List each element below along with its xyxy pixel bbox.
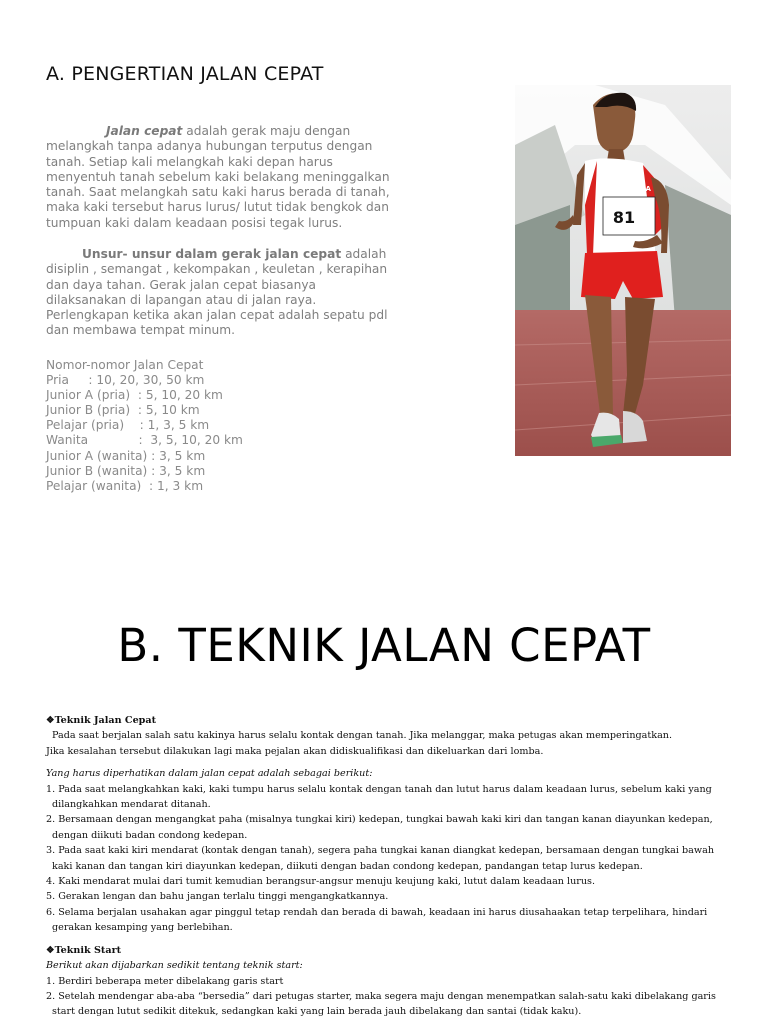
checklist-item: 3. Pada saat kaki kiri mendarat (kontak dengan tanah), segera paha tungkai kanan diangkat kedepan, bersamaan dengan tungkai bawah kaki kanan dan tangan kiri diayunkan kedepan, diikuti dengan badan condong kedepan, pandangan tetap lurus kedepan. xyxy=(46,845,714,872)
start-item: 1. Berdiri beberapa meter dibelakang garis start xyxy=(46,975,284,987)
elements-term: Unsur- unsur dalam gerak jalan cepat xyxy=(82,247,342,261)
race-list-item: Wanita : 3, 5, 10, 20 km xyxy=(46,433,243,448)
section-a-title: A. PENGERTIAN JALAN CEPAT xyxy=(46,63,324,85)
race-list-item: Junior A (wanita) : 3, 5 km xyxy=(46,448,206,463)
definition-paragraph xyxy=(46,124,391,231)
race-distance-list xyxy=(46,358,243,494)
elements-paragraph xyxy=(46,247,391,339)
checklist-item: 1. Pada saat melangkahkan kaki, kaki tumpu harus selalu kontak dengan tanah dan lutut harus dalam keadaan lurus, sebelum kaki yang dilangkahkan mendarat ditanah. xyxy=(46,783,712,811)
start-intro: Berikut akan dijabarkan sedikit tentang teknik start: xyxy=(46,960,303,972)
definition-text: adalah gerak maju dengan melangkah tanpa adanya hubungan terputus dengan tanah. Setiap kali melangkah kaki depan harus menyentuh tanah sebelum kaki belakang meninggalkan tanah. Saat melangkah satu kaki harus berada di tanah, maka kaki tersebut harus lurus/ lutut tidak bengkok dan tumpuan kaki dalam keadaan posisi tegak lurus. xyxy=(46,124,390,230)
elements-text: adalah disiplin , semangat , kekompakan , keuletan , kerapihan dan daya tahan. Gerak jalan cepat biasanya dilaksanakan di lapangan atau di jalan raya. Perlengkapan ketika akan jalan cepat adalah sepatu pdl dan membawa tempat minum. xyxy=(46,247,388,338)
rule-line: Jika kesalahan tersebut dilakukan lagi maka pejalan akan didiskualifikasi dan dikeluarkan dari lomba. xyxy=(46,745,544,757)
subsection-title-start: ❖Teknik Start xyxy=(46,944,122,956)
rule-line: Pada saat berjalan salah satu kakinya harus selalu kontak dengan tanah. Jika melanggar, maka petugas akan memperingatkan. xyxy=(52,730,673,742)
checklist-item: 6. Selama berjalan usahakan agar pinggul tetap rendah dan berada di bawah, keadaan ini harus diusahaakan tetap terpelihara, hindari gerakan kesamping yang berlebihan. xyxy=(46,906,708,934)
checklist-item: 2. Bersamaan dengan mengangkat paha (misalnya tungkai kiri) kedepan, tungkai bawah kaki kiri dan tangan kanan diayunkan kedepan, dengan diikuti badan condong kedepan. xyxy=(46,814,713,841)
section-b-title: B. TEKNIK JALAN CEPAT xyxy=(117,619,651,672)
race-list-item: Pelajar (wanita) : 1, 3 km xyxy=(46,478,204,493)
subsection-title-walk: ❖Teknik Jalan Cepat xyxy=(46,715,157,726)
race-list-item: Junior A (pria) : 5, 10, 20 km xyxy=(46,388,223,403)
checklist-item: 4. Kaki mendarat mulai dari tumit kemudian berangsur-angsur menuju keujung kaki, lutut dalam keadaan lurus. xyxy=(46,876,596,888)
race-list-item: Junior B (pria) : 5, 10 km xyxy=(46,403,200,418)
bib-number: 81 xyxy=(612,208,636,227)
definition-term: Jalan cepat xyxy=(106,124,183,138)
bib-country-label: INDONESIA xyxy=(607,185,651,193)
race-list-title: Nomor-nomor Jalan Cepat xyxy=(46,358,204,372)
technique-section xyxy=(46,713,736,1020)
race-list-item: Pria : 10, 20, 30, 50 km xyxy=(46,373,205,388)
start-item: 2. Setelah mendengar aba-aba “bersedia” dari petugas starter, maka segera maju dengan menempatkan salah-satu kaki dibelakang garis start dengan lutut sedikit ditekuk, sedangkan kaki yang lain berada jauh dibelakang dan santai (tidak kaku). xyxy=(46,990,716,1018)
checklist-item: 5. Gerakan lengan dan bahu jangan terlalu tinggi mengangkatkannya. xyxy=(46,891,389,903)
race-list-item: Pelajar (pria) : 1, 3, 5 km xyxy=(46,418,210,433)
race-walker-photo xyxy=(515,85,731,456)
checklist-intro: Yang harus diperhatikan dalam jalan cepat adalah sebagai berikut: xyxy=(46,768,373,780)
race-list-item: Junior B (wanita) : 3, 5 km xyxy=(46,463,206,478)
